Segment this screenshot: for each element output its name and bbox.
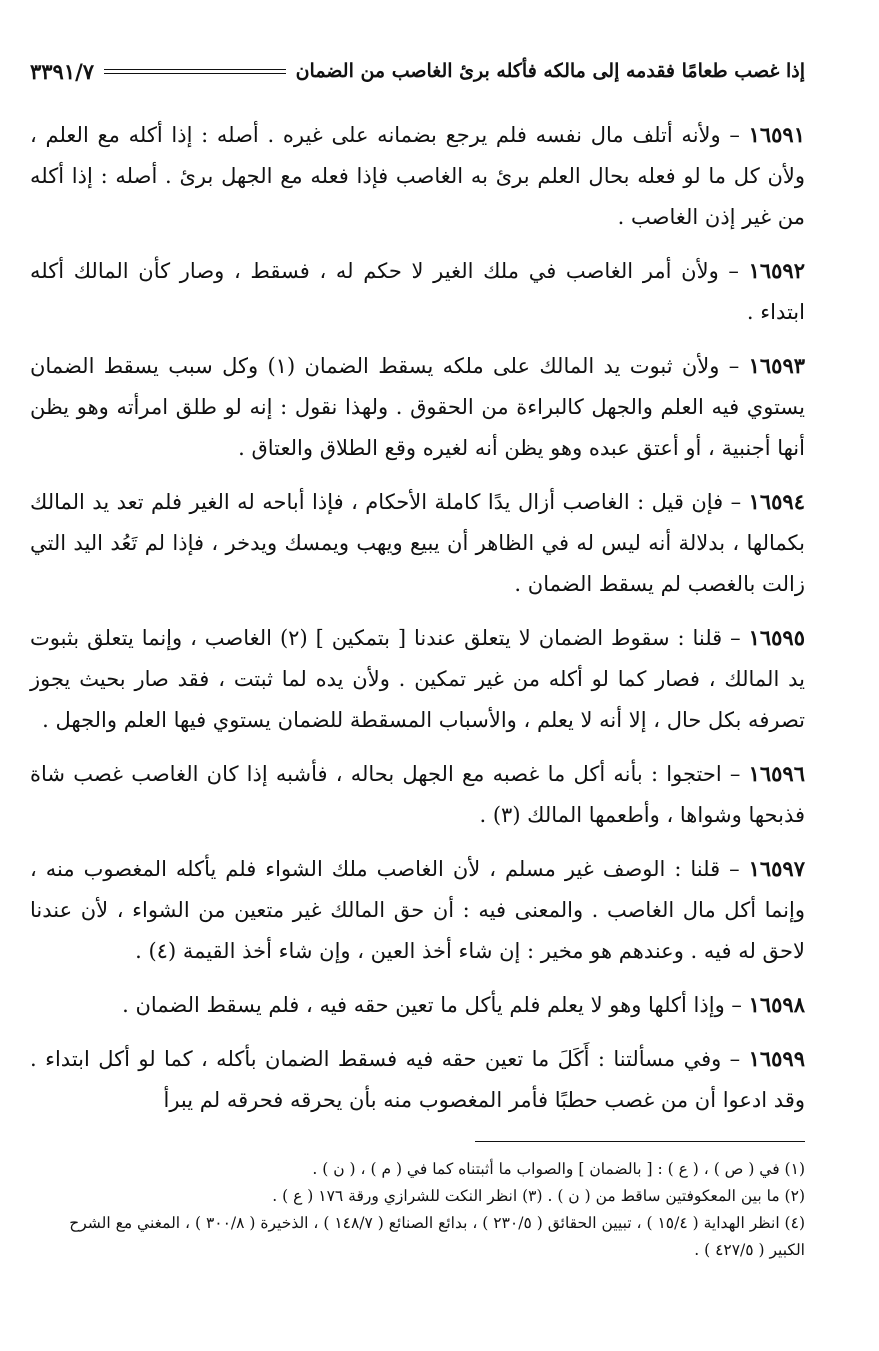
paragraph-number: ١٦٥٩٢: [748, 258, 805, 283]
paragraph-16592: ١٦٥٩٢ – ولأن أمر الغاصب في ملك الغير لا حكم له ، فسقط ، وصار كأن المالك أكله ابتداء .: [30, 258, 805, 324]
paragraph-16596: ١٦٥٩٦ – احتجوا : بأنه أكل ما غصبه مع الجهل بحاله ، فأشبه إذا كان الغاصب غصب شاة فذبحها وشواها ، وأطعمها المالك (٣) .: [30, 761, 805, 827]
footnote-1: (١) في ( ص ) ، ( ع ) : [ بالضمان ] والصواب ما أثبتناه كما في ( م ) ، ( ن ) .: [312, 1160, 805, 1178]
running-header: [30, 48, 805, 94]
main-text: [30, 114, 805, 1121]
paragraph-16593: ١٦٥٩٣ – ولأن ثبوت يد المالك على ملكه يسقط الضمان (١) وكل سبب يسقط الضمان يستوي فيه العلم والجهل كالبراءة من الحقوق . ولهذا نقول : إنه لو طلق امرأته وهو يظن أنها أجنبية ، أو أعتق عبده وهو يظن أنه لغيره وقع الطلاق والعتاق .: [30, 353, 806, 460]
paragraph-number: ١٦٥٩٤: [748, 489, 805, 514]
footnote-2-3: (٢) ما بين المعكوفتين ساقط من ( ن ) . (٣) انظر النكت للشرازي ورقة ١٧٦ ( ع ) .: [272, 1187, 805, 1205]
paragraph-number: ١٦٥٩٩: [748, 1046, 805, 1071]
paragraph-16595: ١٦٥٩٥ – قلنا : سقوط الضمان لا يتعلق عندنا [ بتمكين ] (٢) الغاصب ، وإنما يتعلق بثبوت يد المالك ، فصار كما لو أكله من غير تمكين . ولأن يده لما ثبتت ، فقد صار بحيث يجوز تصرفه بكل حال ، إلا أنه لا يعلم ، والأسباب المسقطة للضمان يستوي فيها العلم والجهل .: [30, 625, 805, 732]
paragraph-16599: ١٦٥٩٩ – وفي مسألتنا : أَكَلَ ما تعين حقه فيه فسقط الضمان بأكله ، كما لو أكل ابتداء . وقد ادعوا أن من غصب حطبًا فأمر المغصوب منه بأن يحرقه فحرقه لم يبرأ: [30, 1046, 805, 1112]
paragraph-number: ١٦٥٩٧: [748, 856, 805, 881]
book-page: [30, 48, 805, 1264]
paragraph-text: ولأن أمر الغاصب في ملك الغير لا حكم له ، فسقط ، وصار كأن المالك أكله ابتداء .: [30, 259, 805, 324]
paragraph-text: وفي مسألتنا : أَكَلَ ما تعين حقه فيه فسقط الضمان بأكله ، كما لو أكل ابتداء . وقد ادعوا أن من غصب حطبًا فأمر المغصوب منه بأن يحرقه فحرقه لم يبرأ: [30, 1047, 805, 1112]
running-title: إذا غصب طعامًا فقدمه إلى مالكه فأكله برئ الغاصب من الضمان: [295, 60, 805, 82]
paragraph-text: فإن قيل : الغاصب أزال يدًا كاملة الأحكام ، فإذا أباحه له الغير فلم تعد يد المالك بكمالها ، بدلالة أنه ليس له في الظاهر أن يبيع ويهب ويمسك ويدخر ، فإذا لم تَعُد اليد التي زالت بالغصب لم يسقط الضمان .: [30, 490, 805, 596]
paragraph-text: ولأن ثبوت يد المالك على ملكه يسقط الضمان (١) وكل سبب يسقط الضمان يستوي فيه العلم والجهل كالبراءة من الحقوق . ولهذا نقول : إنه لو طلق امرأته وهو يظن أنها أجنبية ، أو أعتق عبده وهو يظن أنه لغيره وقع الطلاق والعتاق .: [30, 354, 805, 460]
footnote-4: (٤) انظر الهداية ( ١٥/٤ ) ، تبيين الحقائق ( ٢٣٠/٥ ) ، بدائع الصنائع ( ١٤٨/٧ ) ، الذخيرة ( ٣٠٠/٨ ) ، المغني مع الشرح الكبير ( ٤٢٧/٥ ) .: [69, 1214, 805, 1259]
footnotes: [30, 1156, 805, 1264]
paragraph-16597: ١٦٥٩٧ – قلنا : الوصف غير مسلم ، لأن الغاصب ملك الشواء فلم يأكله المغصوب منه ، وإنما أكل مال الغاصب . والمعنى فيه : أن حق المالك غير متعين من الشواء ، لأن عندنا لاحق له فيه . وعندهم هو مخير : إن شاء أخذ العين ، وإن شاء أخذ القيمة (٤) .: [30, 856, 805, 963]
header-rule: [104, 69, 286, 74]
paragraph-number: ١٦٥٩٦: [748, 761, 805, 786]
footnote-separator: [475, 1141, 805, 1142]
paragraph-text: احتجوا : بأنه أكل ما غصبه مع الجهل بحاله ، فأشبه إذا كان الغاصب غصب شاة فذبحها وشواها ، وأطعمها المالك (٣) .: [30, 762, 805, 827]
paragraph-text: وإذا أكلها وهو لا يعلم فلم يأكل ما تعين حقه فيه ، فلم يسقط الضمان .: [122, 993, 725, 1017]
paragraph-number: ١٦٥٩٨: [748, 992, 805, 1017]
paragraph-text: ولأنه أتلف مال نفسه فلم يرجع بضمانه على غيره . أصله : إذا أكله مع العلم ، ولأن كل ما لو فعله بحال العلم برئ به الغاصب فإذا فعله مع الجهل برئ . أصله : إذا أكله من غير إذن الغاصب .: [30, 123, 805, 229]
paragraph-16598: ١٦٥٩٨ – وإذا أكلها وهو لا يعلم فلم يأكل ما تعين حقه فيه ، فلم يسقط الضمان .: [122, 992, 805, 1017]
paragraph-number: ١٦٥٩٥: [748, 625, 805, 650]
paragraph-16594: ١٦٥٩٤ – فإن قيل : الغاصب أزال يدًا كاملة الأحكام ، فإذا أباحه له الغير فلم تعد يد المالك بكمالها ، بدلالة أنه ليس له في الظاهر أن يبيع ويهب ويمسك ويدخر ، فإذا لم تَعُد اليد التي زالت بالغصب لم يسقط الضمان .: [30, 489, 805, 596]
paragraph-number: ١٦٥٩١: [748, 122, 805, 147]
paragraph-text: قلنا : الوصف غير مسلم ، لأن الغاصب ملك الشواء فلم يأكله المغصوب منه ، وإنما أكل مال الغاصب . والمعنى فيه : أن حق المالك غير متعين من الشواء ، لأن عندنا لاحق له فيه . وعندهم هو مخير : إن شاء أخذ العين ، وإن شاء أخذ القيمة (٤) .: [30, 857, 805, 963]
paragraph-number: ١٦٥٩٣: [748, 353, 806, 378]
page-number: ٣٣٩١/٧: [30, 58, 95, 84]
paragraph-text: قلنا : سقوط الضمان لا يتعلق عندنا [ بتمكين ] (٢) الغاصب ، وإنما يتعلق بثبوت يد المالك ، فصار كما لو أكله من غير تمكين . ولأن يده لما ثبتت ، فقد صار بحيث يجوز تصرفه بكل حال ، إلا أنه لا يعلم ، والأسباب المسقطة للضمان يستوي فيها العلم والجهل .: [30, 626, 805, 732]
paragraph-16591: ١٦٥٩١ – ولأنه أتلف مال نفسه فلم يرجع بضمانه على غيره . أصله : إذا أكله مع العلم ، ولأن كل ما لو فعله بحال العلم برئ به الغاصب فإذا فعله مع الجهل برئ . أصله : إذا أكله من غير إذن الغاصب .: [30, 122, 805, 229]
